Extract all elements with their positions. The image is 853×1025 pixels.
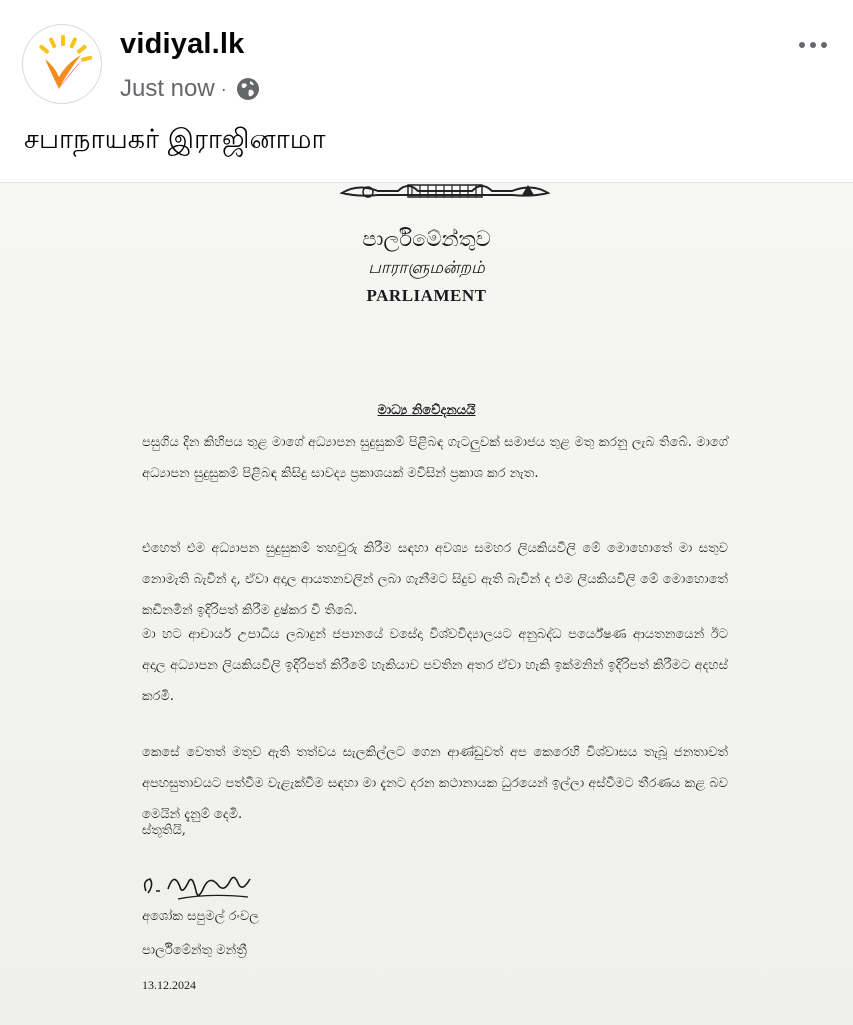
handwritten-signature <box>138 861 258 903</box>
page-avatar[interactable] <box>22 24 102 104</box>
page-name[interactable]: vidiyal.lk <box>120 28 245 60</box>
document-title-tamil: பாராளுமன்றம் <box>368 258 485 278</box>
document-paragraph: එහෙත් එම අධ්‍යාපන සුදුසුකම් තහවුරු කිරීම සඳහා අවශ්‍ය සමහර ලියකියවිලි මේ මොහොතේ මා සතුව නොමැති බැවින් ද, ඒවා අදාල ආයතනවලින් ලබා ගැනීමට සිදුව ඇති බැවින් ද එම ලියකියවිලි මේ මොහොතේ කඩිනමින් ඉදිරිපත් කිරීම දුෂ්කර වී තිබේ. <box>142 541 728 618</box>
more-options-button[interactable] <box>793 30 833 60</box>
document-paragraph: මා හට ආචාර්ය උපාධිය ලබාදුන් ජපානයේ වසේදා විශ්වවිද්‍යාලයට අනුබද්ධ පර්යේෂණ ආයතනයෙන් ඊට අදාල අධ්‍යාපන ලියකියවිලි ඉදිරිපත් කිරීමේ හැකියාව පවතින අතර ඒවා හැකි ඉක්මනින් ඉදිරිපත් කිරීමට අදහස් කරමි. <box>142 627 728 704</box>
document-paragraph: කෙසේ වෙතත් මතුව ඇති තත්වය සැලකිල්ලට ගෙන ආණ්ඩුවත් අප කෙරෙහි විශ්වාසය තැබූ ජනතාවත් අපහසුතාවයට පත්වීම වැළැක්වීම සඳහා මා දැනට දරන කථානායක ධුරයෙන් ඉල්ලා අස්වීමට තීරණය කළ බව මෙයින් දැනුම් දෙමි. <box>142 745 728 822</box>
more-dot <box>810 42 816 48</box>
post-header <box>0 0 853 120</box>
post-meta <box>120 74 261 104</box>
press-release-document <box>0 183 853 1025</box>
signer-name: අශෝක සපුමල් රංවල <box>142 909 260 924</box>
document-paragraph: පසුගිය දින කිහිපය තුළ මාගේ අධ්‍යාපන සුදුසුකම් පිළිබඳ ගැටලුවක් සමාජය තුළ මතු කරනු ලැබ තිබේ. මාගේ අධ්‍යාපන සුදුසුකම් පිළිබඳ කිසිදු සාවද්‍ය ප්‍රකාශයක් මවිසින් ප්‍රකාශ කර නැත. <box>142 435 728 481</box>
post-timestamp[interactable]: Just now <box>120 75 215 102</box>
more-dot <box>821 42 827 48</box>
parliament-emblem-icon <box>338 182 552 201</box>
post-photo[interactable] <box>0 182 853 1025</box>
meta-separator: · <box>220 78 227 99</box>
document-title-english: PARLIAMENT <box>366 286 487 305</box>
globe-icon[interactable] <box>235 76 261 102</box>
vidiyal-logo-icon <box>23 25 102 104</box>
document-closing: ස්තූතියි, <box>142 823 186 838</box>
post-caption: சபாநாயகர் இராஜினாமா <box>24 124 326 155</box>
document-date: 13.12.2024 <box>142 978 196 992</box>
signer-title: පාර්ලිමේන්තු මන්ත්‍රී <box>142 943 247 958</box>
document-title-sinhala: පාර්ලිමේන්තුව <box>362 227 491 251</box>
more-options-icon <box>799 42 805 48</box>
press-release-heading: මාධ්‍ය නිවේදනයයි <box>377 403 476 418</box>
